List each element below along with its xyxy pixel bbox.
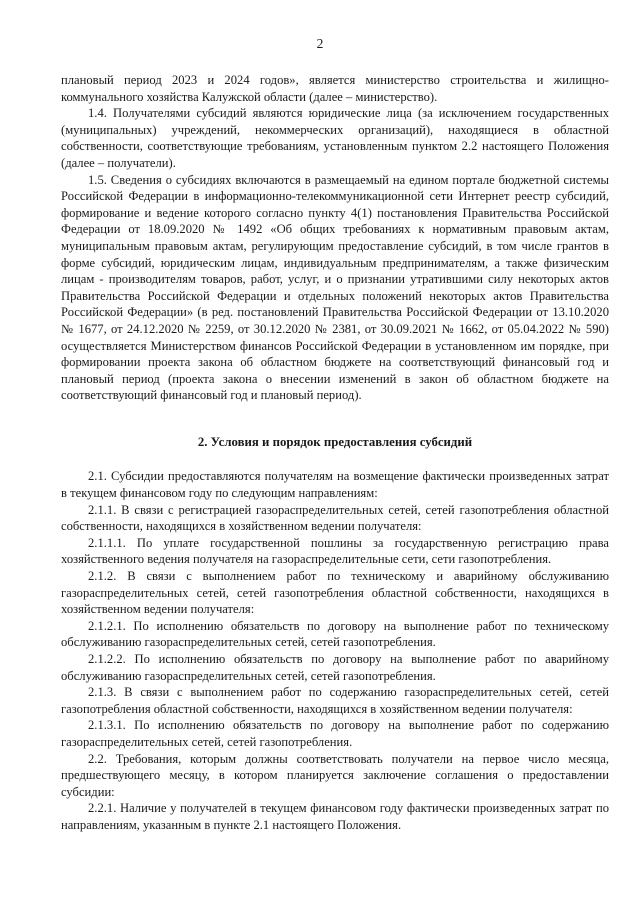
paragraph-1-4: 1.4. Получателями субсидий являются юридические лица (за исключением государственных (муниципальных) учреждений, некоммерческих организаций), находящиеся в областной собственности, соответствующие требованиям, установленным пунктом 2.2 настоящего Положения (далее – получатели). (61, 106, 609, 170)
document-body (61, 72, 609, 834)
page-number: 2 (316, 36, 324, 51)
paragraph-1-5: 1.5. Сведения о субсидиях включаются в размещаемый на едином портале бюджетной системы Российской Федерации в информационно-телекоммуникационной сети Интернет реестр субсидий, формирование и ведение которого согласно пункту 4(1) постановления Правительства Российской Федерации от 18.09.2020 № 1492 «Об общих требованиях к нормативным правовым актам, муниципальным правовым актам, регулирующим предоставление субсидий, в том числе грантов в форме субсидий, юридическим лицам, индивидуальным предпринимателям, а также физическим лицам - производителям товаров, работ, услуг, и о признании утратившими силу некоторых актов Правительства Российской Федерации и отдельных положений некоторых актов Правительства Российской Федерации» (в ред. постановлений Правительства Российской Федерации от 13.10.2020 № 1677, от 24.12.2020 № 2259, от 30.12.2020 № 2381, от 30.09.2021 № 1662, от 05.04.2022 № 590) осуществляется Министерством финансов Российской Федерации в установленном им порядке, при формировании проекта закона об областном бюджете на соответствующий финансовый год и плановый период (проекта закона о внесении изменений в закон об областном бюджете на соответствующий финансовый год и плановый период). (61, 172, 609, 403)
paragraph-2-1-1-1: 2.1.1.1. По уплате государственной пошлины за государственную регистрацию права хозяйственного ведения получателя на газораспределительные сети, сети газопотребления. (61, 535, 609, 567)
paragraph-2-1: 2.1. Субсидии предоставляются получателям на возмещение фактически произведенных затрат в текущем финансовом году по следующим направлениям: (61, 469, 609, 501)
paragraph-2-1-2-1: 2.1.2.1. По исполнению обязательств по договору на выполнение работ по техническому обслуживанию газораспределительных сетей, сетей газопотребления. (61, 618, 609, 650)
paragraph-2-2: 2.2. Требования, которым должны соответствовать получатели на первое число месяца, предшествующего месяцу, в котором планируется заключение соглашения о предоставлении субсидии: (61, 751, 609, 799)
paragraph-2-2-1: 2.2.1. Наличие у получателей в текущем финансовом году фактически произведенных затрат по направлениям, указанным в пункте 2.1 настоящего Положения. (61, 801, 609, 832)
paragraph-2-1-2-2: 2.1.2.2. По исполнению обязательств по договору на выполнение работ по аварийному обслуживанию газораспределительных сетей, сетей газопотребления. (61, 652, 609, 683)
paragraph-continuation: плановый период 2023 и 2024 годов», является министерство строительства и жилищно-коммунального хозяйства Калужской области (далее – министерство). (61, 73, 609, 104)
paragraph-2-1-2: 2.1.2. В связи с выполнением работ по техническому и аварийному обслуживанию газораспределительных сетей, сетей газопотребления областной собственности, находящихся в хозяйственном ведении получателя: (61, 569, 609, 617)
section-heading: 2. Условия и порядок предоставления субсидий (197, 434, 473, 449)
paragraph-2-1-3: 2.1.3. В связи с выполнением работ по содержанию газораспределительных сетей, сетей газопотребления областной собственности, находящихся в хозяйственном ведении получателя: (61, 685, 609, 716)
paragraph-2-1-1: 2.1.1. В связи с регистрацией газораспределительных сетей, сетей газопотребления областной собственности, находящихся в хозяйственном ведении получателя: (61, 502, 609, 534)
paragraph-2-1-3-1: 2.1.3.1. По исполнению обязательств по договору на выполнение работ по содержанию газораспределительных сетей, сетей газопотребления. (61, 718, 609, 749)
